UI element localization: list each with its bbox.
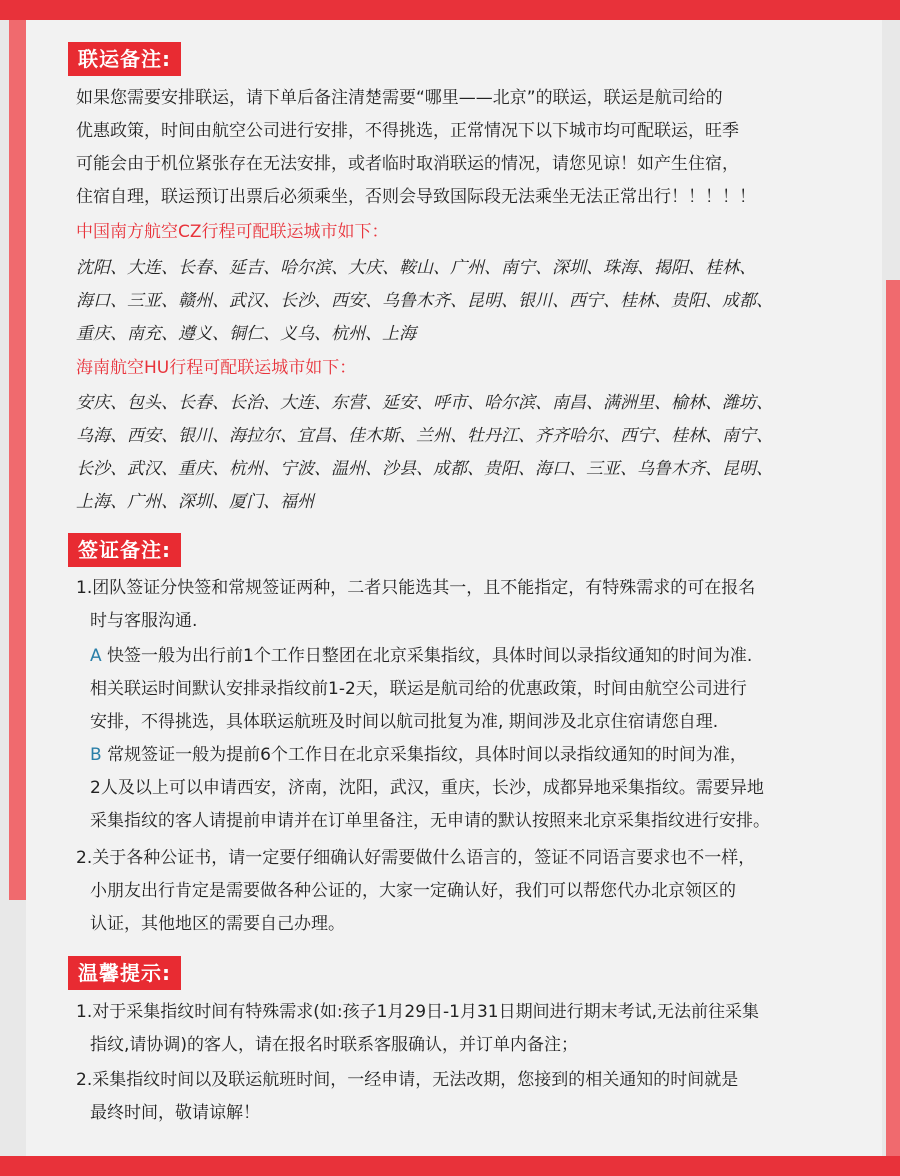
visa-text-line: 2.关于各种公证书，请一定要仔细确认好需要做什么语言的，签证不同语言要求也不一样， [76,848,756,868]
hu-city-line: 长沙、武汉、重庆、杭州、宁波、温州、沙县、成都、贵阳、海口、三亚、乌鲁木齐、昆明、 [76,459,773,479]
cz-city-line: 重庆、南充、遵义、铜仁、义乌、杭州、上海 [76,324,416,344]
cz-city-line: 沈阳、大连、长春、延吉、哈尔滨、大庆、鞍山、广州、南宁、深圳、珠海、揭阳、桂林、 [76,258,756,278]
tips-heading: 温馨提示: [68,956,181,990]
liaison-text-line: 住宿自理，联运预订出票后必须乘坐，否则会导致国际段无法乘坐无法正常出行！！！！！ [76,187,756,207]
option-b-text: 常规签证一般为提前6个工作日在北京采集指纹，具体时间以录指纹通知的时间为准， [107,745,747,765]
liaison-heading: 联运备注: [68,42,181,76]
visa-text-line: 小朋友出行肯定是需要做各种公证的，大家一定确认好，我们可以帮您代办北京领区的 [90,881,736,901]
right-accent-stripe [886,280,900,1156]
hu-city-line: 上海、广州、深圳、厦门、福州 [76,492,314,512]
visa-option-a [90,644,752,668]
liaison-text-line: 可能会由于机位紧张存在无法安排，或者临时取消联运的情况，请您见谅！如产生住宿， [76,154,739,174]
option-b-marker: B [90,745,102,765]
top-accent-bar [0,0,900,20]
visa-text-line: 时与客服沟通. [90,611,198,631]
tips-text-line: 最终时间，敬请谅解！ [90,1103,260,1123]
visa-text-line: 1.团队签证分快签和常规签证两种，二者只能选其一，且不能指定，有特殊需求的可在报名 [76,578,756,598]
option-a-marker: A [90,646,102,666]
visa-option-b [90,743,747,767]
hu-city-line: 安庆、包头、长春、长治、大连、东营、延安、呼市、哈尔滨、南昌、满洲里、榆林、潍坊、 [76,393,773,413]
visa-text-line: 采集指纹的客人请提前申请并在订单里备注，无申请的默认按照来北京采集指纹进行安排。 [90,811,770,831]
visa-text-line: 相关联运时间默认安排录指纹前1-2天，联运是航司给的优惠政策，时间由航空公司进行 [90,679,747,699]
cz-city-line: 海口、三亚、赣州、武汉、长沙、西安、乌鲁木齐、昆明、银川、西宁、桂林、贵阳、成都、 [76,291,773,311]
tips-text-line: 1.对于采集指纹时间有特殊需求(如:孩子1月29日-1月31日期间进行期末考试,无法前往采集 [76,1002,760,1022]
visa-text-line: 安排，不得挑选，具体联运航班及时间以航司批复为准, 期间涉及北京住宿请您自理. [90,712,719,732]
visa-text-line: 2人及以上可以申请西安，济南，沈阳，武汉，重庆，长沙，成都异地采集指纹。需要异地 [90,778,764,798]
cz-cities-title: 中国南方航空CZ行程可配联运城市如下： [76,222,389,242]
option-a-text: 快签一般为出行前1个工作日整团在北京采集指纹，具体时间以录指纹通知的时间为准. [107,646,753,666]
visa-heading: 签证备注: [68,533,181,567]
tips-text-line: 2.采集指纹时间以及联运航班时间，一经申请，无法改期，您接到的相关通知的时间就是 [76,1070,739,1090]
hu-city-line: 乌海、西安、银川、海拉尔、宜昌、佳木斯、兰州、牡丹江、齐齐哈尔、西宁、桂林、南宁、 [76,426,773,446]
hu-cities-title: 海南航空HU行程可配联运城市如下： [76,358,357,378]
liaison-text-line: 优惠政策，时间由航空公司进行安排，不得挑选，正常情况下以下城市均可配联运，旺季 [76,121,739,141]
visa-text-line: 认证，其他地区的需要自己办理。 [90,914,345,934]
bottom-accent-bar [0,1156,900,1176]
liaison-text-line: 如果您需要安排联运，请下单后备注清楚需要“哪里——北京”的联运，联运是航司给的 [76,88,723,108]
tips-text-line: 指纹,请协调)的客人，请在报名时联系客服确认，并订单内备注； [90,1035,579,1055]
